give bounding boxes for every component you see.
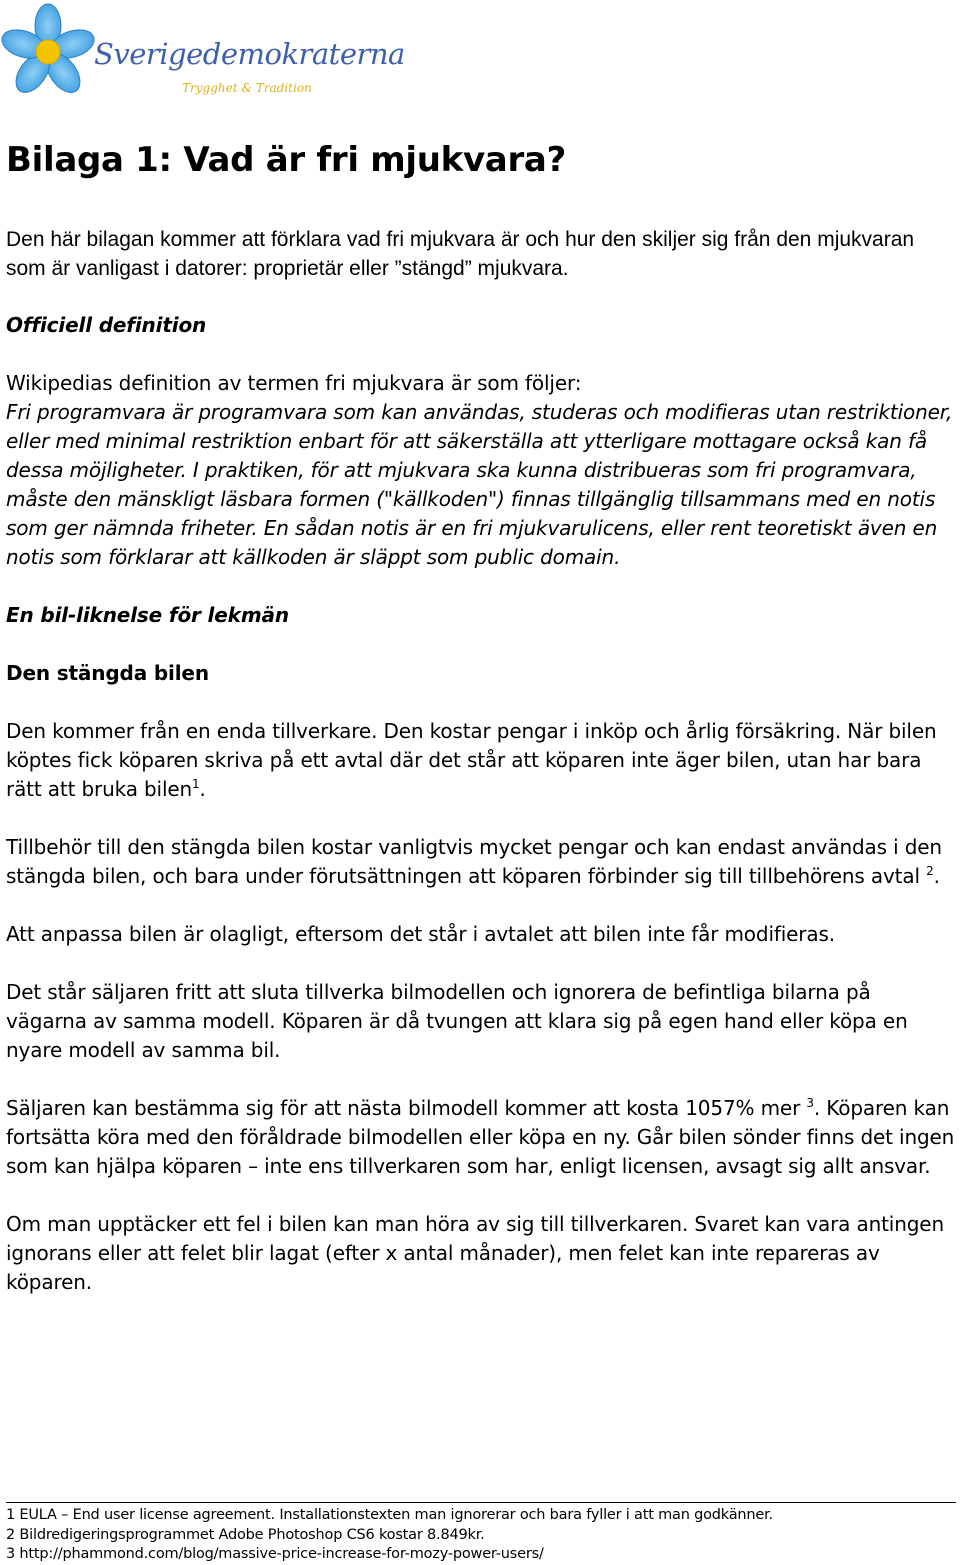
definition-quote-text: Fri programvara är programvara som kan användas, studeras och modifieras utan restriktioner, eller med minimal restriktion enbart för att säkerställa att ytterligare mottagare också kan få dessa möjligheter. I praktiken, för att mjukvara ska kunna distribueras som fri programvara, måste den mänskligt läsbara formen ("källkoden") finnas tillgänglig tillsammans med en notis som ger nämnda friheter. En sådan notis är en fri mjukvarulicens, eller rent teoretiskt även en notis som förklarar att källkoden är släppt som public domain.	[6, 400, 953, 569]
footnote-2: 2 Bildredigeringsprogrammet Adobe Photoshop CS6 kostar 8.849kr.	[6, 1526, 485, 1543]
paragraph-5	[6, 1094, 956, 1181]
party-logo	[2, 2, 405, 102]
paragraph-1	[6, 717, 956, 804]
section-heading-definition: Officiell definition	[6, 313, 207, 337]
logo-graphic	[2, 2, 405, 102]
intro-paragraph: Den här bilagan kommer att förklara vad fri mjukvara är och hur den skiljer sig från den mjukvaran som är vanligast i datorer: proprietär eller ”stängd” mjukvara.	[6, 228, 915, 280]
footnote-ref-1: 1	[192, 777, 200, 791]
logo-tagline: Trygghet & Tradition	[182, 81, 312, 95]
logo-wordmark: Sverigedemokraterna	[94, 37, 405, 71]
footnotes	[6, 1502, 956, 1565]
paragraph-3: Att anpassa bilen är olagligt, eftersom det står i avtalet att bilen inte får modifieras.	[6, 922, 835, 946]
paragraph-1-end: .	[199, 777, 206, 801]
document-body	[6, 311, 956, 1326]
footnote-ref-2: 2	[926, 864, 934, 878]
footnote-1: 1 EULA – End user license agreement. Installationstexten man ignorerar och bara fyller i att man godkänner.	[6, 1507, 773, 1523]
paragraph-6: Om man upptäcker ett fel i bilen kan man höra av sig till tillverkaren. Svaret kan vara antingen ignorans eller att felet blir lagat (efter x antal månader), men felet kan inte repareras av köparen.	[6, 1212, 944, 1294]
paragraph-1-text: Den kommer från en enda tillverkare. Den kostar pengar i inköp och årlig försäkring. När bilen köptes fick köparen skriva på ett avtal där det står att köparen inte äger bilen, utan har bara rätt att bruka bilen	[6, 719, 937, 801]
paragraph-4: Det står säljaren fritt att sluta tillverka bilmodellen och ignorera de befintliga bilarna på vägarna av samma modell. Köparen är då tvungen att klara sig på egen hand eller köpa en nyare modell av samma bil.	[6, 980, 908, 1062]
paragraph-2-end: .	[933, 864, 940, 888]
page-title: Bilaga 1: Vad är fri mjukvara?	[6, 140, 566, 180]
paragraph-5-end: . Köparen kan fortsätta köra med den föråldrade bilmodellen eller köpa en ny. Går bilen sönder finns det ingen som kan hjälpa köparen – inte ens tillverkaren som har, enligt licensen, avsagt sig allt ansvar.	[6, 1096, 955, 1178]
paragraph-2	[6, 833, 956, 891]
footnote-ref-3: 3	[806, 1096, 814, 1110]
subheading-closed-car: Den stängda bilen	[6, 661, 209, 685]
section-heading-analogy: En bil-liknelse för lekmän	[6, 603, 289, 627]
paragraph-5-text: Säljaren kan bestämma sig för att nästa bilmodell kommer att kosta 1057% mer	[6, 1096, 807, 1120]
paragraph-2-text: Tillbehör till den stängda bilen kostar vanligtvis mycket pengar och kan endast användas i den stängda bilen, och bara under förutsättningen att köparen förbinder sig till tillbehörens avtal	[6, 835, 942, 888]
definition-quote	[6, 398, 956, 572]
flower-icon	[0, 4, 98, 98]
definition-lead: Wikipedias definition av termen fri mjukvara är som följer:	[6, 371, 582, 395]
footnote-3: 3 http://phammond.com/blog/massive-price-increase-for-mozy-power-users/	[6, 1546, 544, 1562]
